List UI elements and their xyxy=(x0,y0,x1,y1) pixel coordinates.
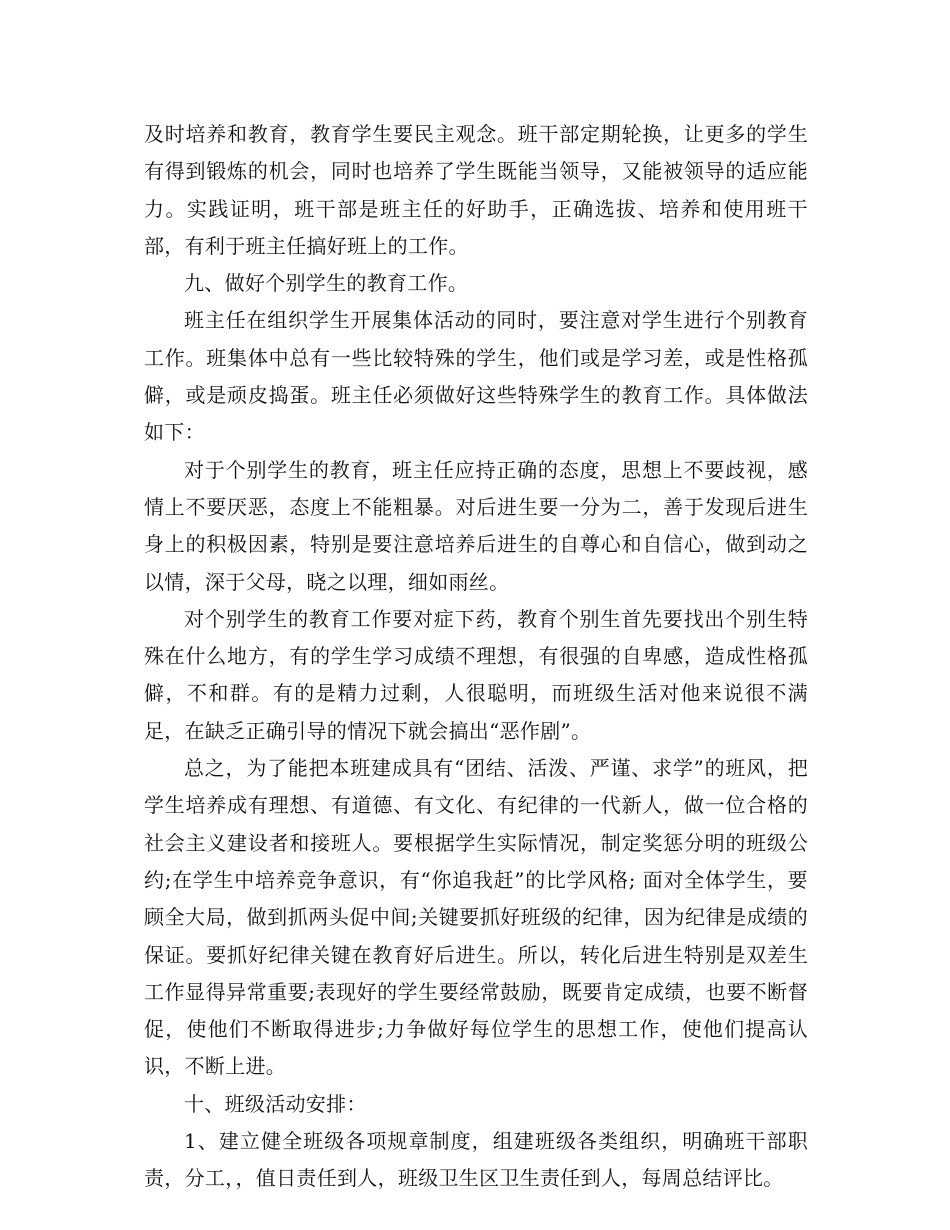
paragraph-targeted-education: 对个别学生的教育工作要对症下药，教育个别生首先要找出个别生特殊在什么地方，有的学生学习成绩不理想，有很强的自卑感，造成性格孤僻，不和群。有的是精力过剩，人很聪明，而班级生活对他来说很不满足，在缺乏正确引导的情况下就会搞出“恶作剧”。 xyxy=(144,606,808,743)
paragraph-correct-attitude: 对于个别学生的教育，班主任应持正确的态度，思想上不要歧视，感情上不要厌恶，态度上不能粗暴。对后进生要一分为二，善于发现后进生身上的积极因素，特别是要注意培养后进生的自尊心和自信心，做到动之以情，深于父母，晓之以理，细如雨丝。 xyxy=(144,457,808,594)
paragraph-class-cadre-rotation: 及时培养和教育，教育学生要民主观念。班干部定期轮换，让更多的学生有得到锻炼的机会，同时也培养了学生既能当领导，又能被领导的适应能力。实践证明，班干部是班主任的好助手，正确选拔、培养和使用班干部，有利于班主任搞好班上的工作。 xyxy=(144,122,808,258)
list-item-rules-and-duties: 1、建立健全班级各项规章制度，组建班级各类组织，明确班干部职责，分工，，值日责任到人，班级卫生区卫生责任到人，每周总结评比。 xyxy=(144,1129,808,1191)
section-heading-class-activities: 十、班级活动安排： xyxy=(184,1091,367,1116)
document-body xyxy=(144,116,808,1198)
paragraph-special-students: 班主任在组织学生开展集体活动的同时，要注意对学生进行个别教育工作。班集体中总有一些比较特殊的学生，他们或是学习差，或是性格孤僻，或是顽皮捣蛋。班主任必须做好这些特殊学生的教育工作。具体做法如下： xyxy=(144,308,808,445)
section-heading-individual-education: 九、做好个别学生的教育工作。 xyxy=(184,271,469,296)
paragraph-summary: 总之，为了能把本班建成具有“团结、活泼、严谨、求学”的班风，把学生培养成有理想、有道德、有文化、有纪律的一代新人，做一位合格的社会主义建设者和接班人。要根据学生实际情况，制定奖惩分明的班级公约;在学生中培养竞争意识，有“你追我赶”的比学风格; 面对全体学生，要顾全大局，做到抓两头促中间;关键要抓好班级的纪律，因为纪律是成绩的保证。要抓好纪律关键在教育好后进生。所以，转化后进生特别是双差生工作显得异常重要;表现好的学生要经常鼓励，既要肯定成绩，也要不断督促，使他们不断取得进步;力争做好每位学生的思想工作，使他们提高认识，不断上进。 xyxy=(144,756,808,1079)
